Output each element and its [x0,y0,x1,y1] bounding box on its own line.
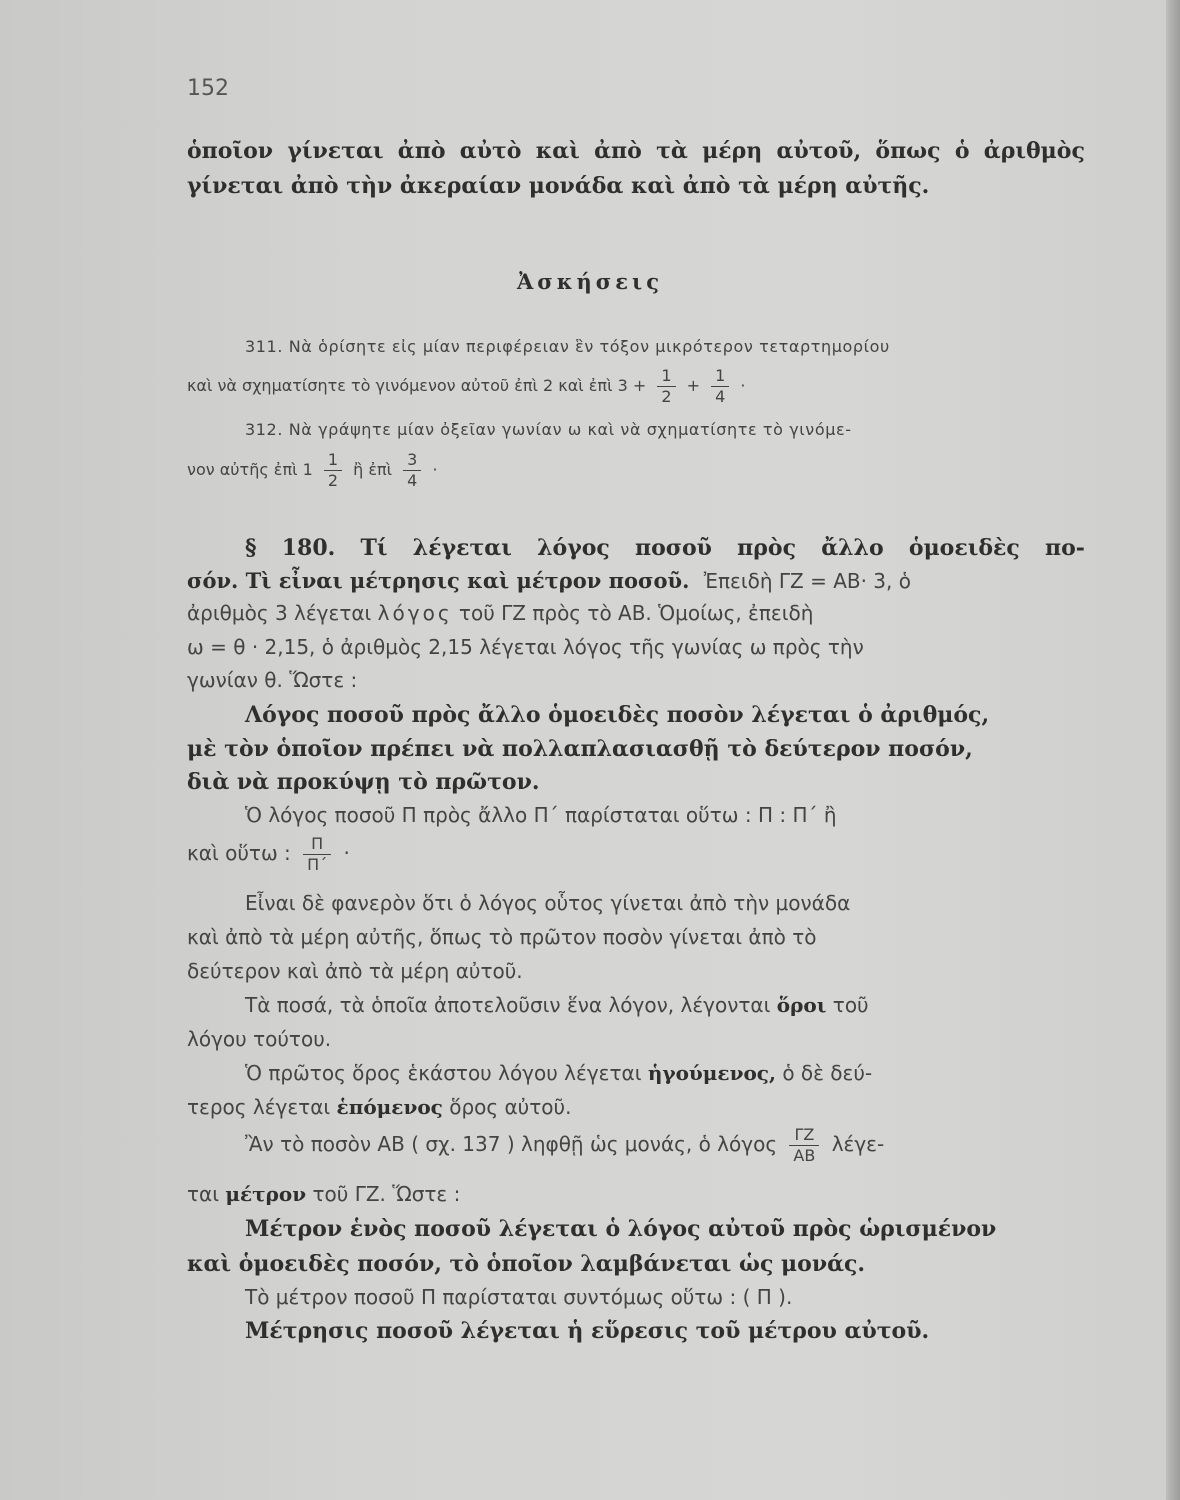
paragraph-4-text: ται [187,1182,219,1206]
term-epomenos: ἑπόμενος [336,1095,443,1119]
paragraph-4-line-2 [187,1184,460,1204]
measure-notation-line: Τὸ μέτρον ποσοῦ Π παρίσταται συντόμως οὕτω : ( Π ). [245,1285,793,1309]
paragraph-4-text: Ἂν τὸ ποσὸν ΑΒ ( σχ. 137 ) ληφθῇ ὡς μονάς, ὁ λόγος [245,1132,778,1156]
definition-measure-line-1: Μέτρον ἑνὸς ποσοῦ λέγεται ὁ λόγος αὐτοῦ πρὸς ὡρισμένον [245,1216,997,1242]
notation-line-1: Ὁ λόγος ποσοῦ Π πρὸς ἄλλο Π΄ παρίσταται οὕτω : Π : Π΄ ἢ [245,803,837,827]
exercise-312-line-2 [187,452,438,489]
paragraph-3-text: τερος λέγεται [187,1095,331,1119]
fraction-numerator: 1 [715,366,726,385]
section-text: ἀριθμὸς 3 λέγεται [187,601,372,625]
fraction-denominator: ΑΒ [789,1145,819,1164]
definition-ratio-line-2: μὲ τὸν ὁποῖον πρέπει νὰ πολλαπλασιασθῇ τὸ δεύτερον ποσόν, [187,736,973,762]
period-mark: · [740,376,746,395]
paragraph-3-line-2 [187,1097,571,1117]
fraction-one-half [657,368,675,405]
term-metron: μέτρον [225,1182,307,1206]
definition-measure-line-2: καὶ ὁμοειδὲς ποσόν, τὸ ὁποῖον λαμβάνεται ὡς μονάς. [187,1251,866,1277]
fraction-gz-over-ab [789,1127,819,1164]
fraction-three-quarters [403,452,421,489]
fraction-numerator: ΓΖ [794,1125,815,1144]
section-heading-line-2: σόν. Τὶ εἶναι μέτρησις καὶ μέτρον ποσοῦ. [187,568,690,593]
exercise-311-text: καὶ νὰ σχηματίσητε τὸ γινόμενον αὐτοῦ ἐπὶ 2 καὶ ἐπὶ 3 + [187,376,647,395]
paragraph-3-text: ὁ δὲ δεύ- [782,1061,873,1085]
section-line-4: ω = θ · 2,15, ὁ ἀριθμὸς 2,15 λέγεται λόγος τῆς γωνίας ω πρὸς τὴν [187,635,864,659]
exercise-311-line-1: 311. Νὰ ὁρίσητε εἰς μίαν περιφέρειαν ἓν τόξον μικρότερον τεταρτημορίου [245,337,890,356]
plus-sign: + [686,376,701,395]
exercise-312-text: νον αὐτῆς ἐπὶ 1 [187,460,313,479]
fraction-numerator: Π [311,834,324,853]
page-number: 152 [187,76,229,101]
fraction-numerator: 1 [661,366,672,385]
fraction-denominator: 4 [711,386,729,405]
term-horoi: ὅροι [776,993,827,1017]
period-mark: · [432,460,438,479]
intro-line-1: ὁποῖον γίνεται ἀπὸ αὐτὸ καὶ ἀπὸ τὰ μέρη αὐτοῦ, ὅπως ὁ ἀριθμὸς [187,138,1085,164]
paragraph-4-line-1 [245,1127,884,1164]
page-edge [1166,0,1180,1500]
section-heading-line-1: § 180. Τί λέγεται λόγος ποσοῦ πρὸς ἄλλο ὁμοειδὲς πο- [245,535,1085,561]
paragraph-2-line-1 [245,995,869,1015]
fraction-denominator: 2 [324,470,342,489]
paragraph-1-line-3: δεύτερον καὶ ἀπὸ τὰ μέρη αὐτοῦ. [187,959,523,983]
paragraph-1-line-1: Εἶναι δὲ φανερὸν ὅτι ὁ λόγος οὗτος γίνεται ἀπὸ τὴν μονάδα [245,891,851,915]
fraction-numerator: 3 [407,450,418,469]
definition-ratio-line-3: διὰ νὰ προκύψῃ τὸ πρῶτον. [187,769,540,795]
definition-measurement-line: Μέτρησις ποσοῦ λέγεται ἡ εὕρεσις τοῦ μέτρου αὐτοῦ. [245,1318,930,1344]
paragraph-3-line-1 [245,1063,872,1083]
paragraph-1-line-2: καὶ ἀπὸ τὰ μέρη αὐτῆς, ὅπως τὸ πρῶτον ποσὸν γίνεται ἀπὸ τὸ [187,925,817,949]
section-line-5: γωνίαν θ. Ὥστε : [187,668,358,692]
definition-ratio-line-1: Λόγος ποσοῦ πρὸς ἄλλο ὁμοειδὲς ποσὸν λέγεται ὁ ἀριθμός, [245,702,990,728]
paragraph-4-text: τοῦ ΓΖ. Ὥστε : [312,1182,461,1206]
section-line-2 [187,570,911,591]
period-mark: · [343,841,350,865]
term-hegoumenos: ἡγούμενος, [647,1061,776,1085]
paragraph-2-text: Τὰ ποσά, τὰ ὁποῖα ἀποτελοῦσιν ἕνα λόγον, λέγονται [245,993,771,1017]
paragraph-2-line-2: λόγου τούτου. [187,1027,332,1051]
fraction-one-half [324,452,342,489]
term-logos: λόγος [377,601,453,625]
fraction-pi-over-pi-prime [303,836,331,873]
section-text: Ἐπειδὴ ΓΖ = ΑΒ· 3, ὁ [703,569,911,593]
exercise-311-line-2 [187,368,745,405]
fraction-denominator: 2 [657,386,675,405]
notation-line-2 [187,836,350,873]
paragraph-2-text: τοῦ [832,993,869,1017]
section-line-3 [187,603,813,623]
paragraph-3-text: Ὁ πρῶτος ὅρος ἑκάστου λόγου λέγεται [245,1061,642,1085]
fraction-denominator: Π΄ [303,854,331,873]
fraction-denominator: 4 [403,470,421,489]
notation-text: καὶ οὕτω : [187,841,291,865]
section-text: τοῦ ΓΖ πρὸς τὸ ΑΒ. Ὁμοίως, ἐπειδὴ [458,601,814,625]
intro-line-2: γίνεται ἀπὸ τὴν ἀκεραίαν μονάδα καὶ ἀπὸ τὰ μέρη αὐτῆς. [187,173,930,199]
paragraph-3-text: ὅρος αὐτοῦ. [449,1095,572,1119]
fraction-numerator: 1 [327,450,339,469]
fraction-one-quarter [711,368,729,405]
exercise-312-line-1: 312. Νὰ γράψητε μίαν ὀξεῖαν γωνίαν ω καὶ νὰ σχηματίσητε τὸ γινόμε- [245,420,852,439]
exercises-heading: Ἀσκήσεις [517,269,663,294]
exercise-312-or: ἢ ἐπὶ [353,460,393,479]
paragraph-4-text: λέγε- [831,1132,885,1156]
